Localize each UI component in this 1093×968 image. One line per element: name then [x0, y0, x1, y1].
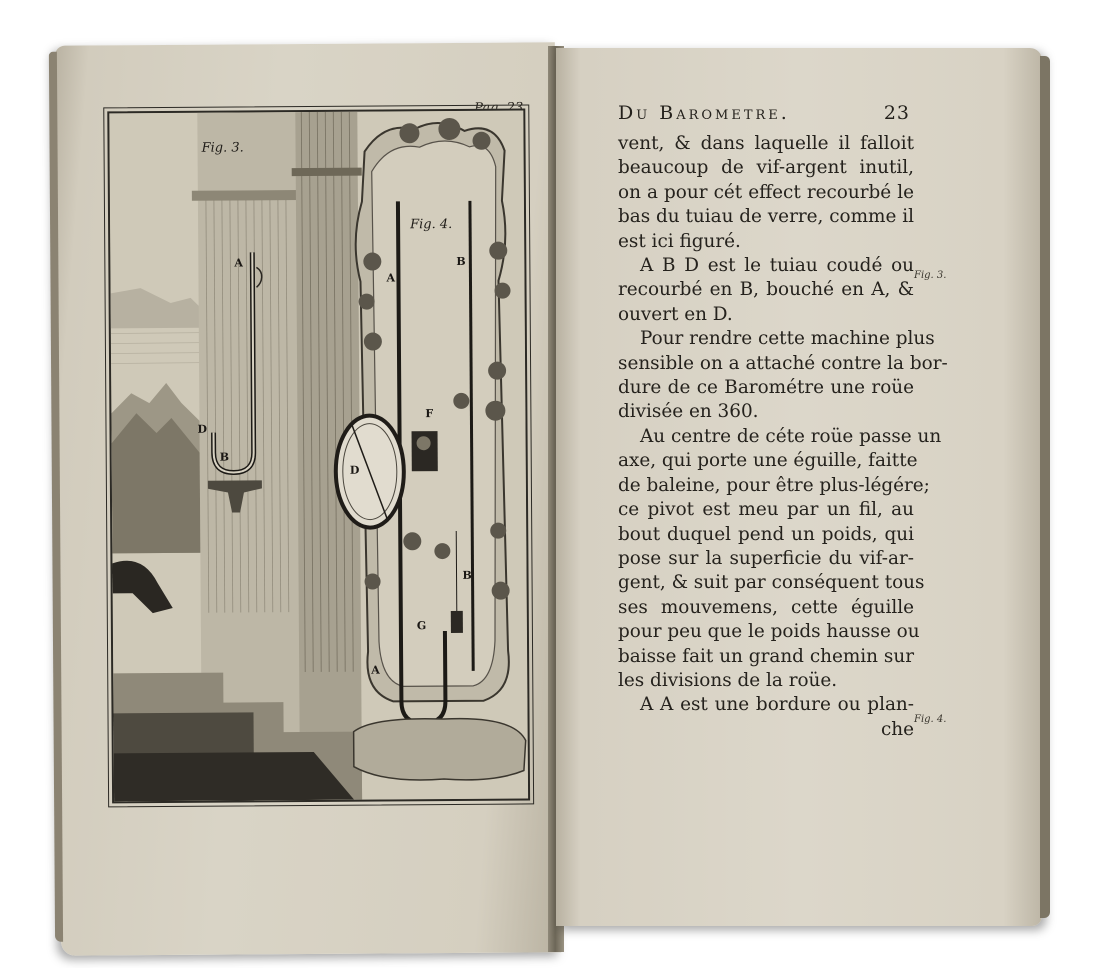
fig3-letter-b: B: [219, 450, 230, 464]
running-head-title: Du Barometre.: [618, 102, 790, 124]
text-line: pose sur la superficie du vif-ar-: [618, 547, 914, 569]
fig4-letter-b-top: B: [456, 254, 466, 268]
fig4-pedestal: [354, 718, 526, 781]
text-line: dure de ce Barométre une roüe: [618, 377, 914, 399]
fig3-letter-d: D: [197, 422, 208, 436]
text-line: axe, qui porte une éguille, faitte: [618, 450, 918, 472]
text-line: on a pour cét effect recourbé le: [618, 181, 914, 203]
text-line: che: [880, 718, 914, 740]
fig4-letter-b-low: B: [462, 568, 472, 582]
text-line: ce pivot est meu par un fil, au: [618, 499, 914, 521]
text-line: Au centre de céte roüe passe un: [640, 425, 942, 447]
text-line: A A est une bordure ou plan-: [640, 694, 914, 716]
text-line: de baleine, pour être plus-légére;: [618, 474, 930, 496]
left-page-plate: [55, 42, 561, 955]
fig4-letter-f: F: [425, 407, 434, 421]
fig4-letter-a-top: A: [386, 271, 396, 285]
text-line: bout duquel pend un poids, qui: [618, 523, 914, 545]
text-line: ses mouvemens, cette éguille: [618, 596, 914, 618]
text-line: baisse fait un grand chemin sur: [618, 645, 914, 667]
text-line: beaucoup de vif-argent inutil,: [618, 157, 914, 179]
running-head: [618, 102, 910, 124]
fig3-letter-a: A: [234, 256, 243, 270]
page-number-right: 23: [883, 102, 910, 124]
fig4-letter-a-low: A: [371, 663, 380, 677]
text-line: vent, & dans laquelle il falloit: [618, 133, 914, 154]
text-line: divisée en 360.: [618, 401, 759, 423]
fig3-label: Fig. 3.: [201, 140, 244, 156]
margin-note-fig4: Fig. 4.: [914, 714, 947, 725]
right-page-text: [556, 48, 1042, 926]
text-line: recourbé en B, bouché en A, &: [618, 279, 914, 301]
text-line: bas du tuiau de verre, comme il: [618, 206, 914, 228]
text-line: ouvert en D.: [618, 303, 733, 325]
text-line: Pour rendre cette machine plus: [640, 328, 935, 350]
text-line: est ici figuré.: [618, 230, 741, 252]
fig4-label: Fig. 4.: [410, 216, 453, 233]
fig4-letter-g: G: [416, 619, 427, 633]
text-line: gent, & suit par conséquent tous: [618, 572, 925, 594]
text-line: sensible on a attaché contre la bor-: [618, 352, 948, 374]
margin-note-fig3: Fig. 3.: [914, 270, 947, 281]
fig4-letter-d: D: [349, 463, 360, 477]
weight: [451, 611, 463, 633]
text-line: les divisions de la roüe.: [618, 669, 838, 691]
text-line: pour peu que le poids hausse ou: [618, 621, 920, 643]
text-line: A B D est le tuiau coudé ou: [640, 255, 914, 277]
engraving-frame: [107, 108, 530, 803]
barometer-engraving: [109, 110, 528, 801]
